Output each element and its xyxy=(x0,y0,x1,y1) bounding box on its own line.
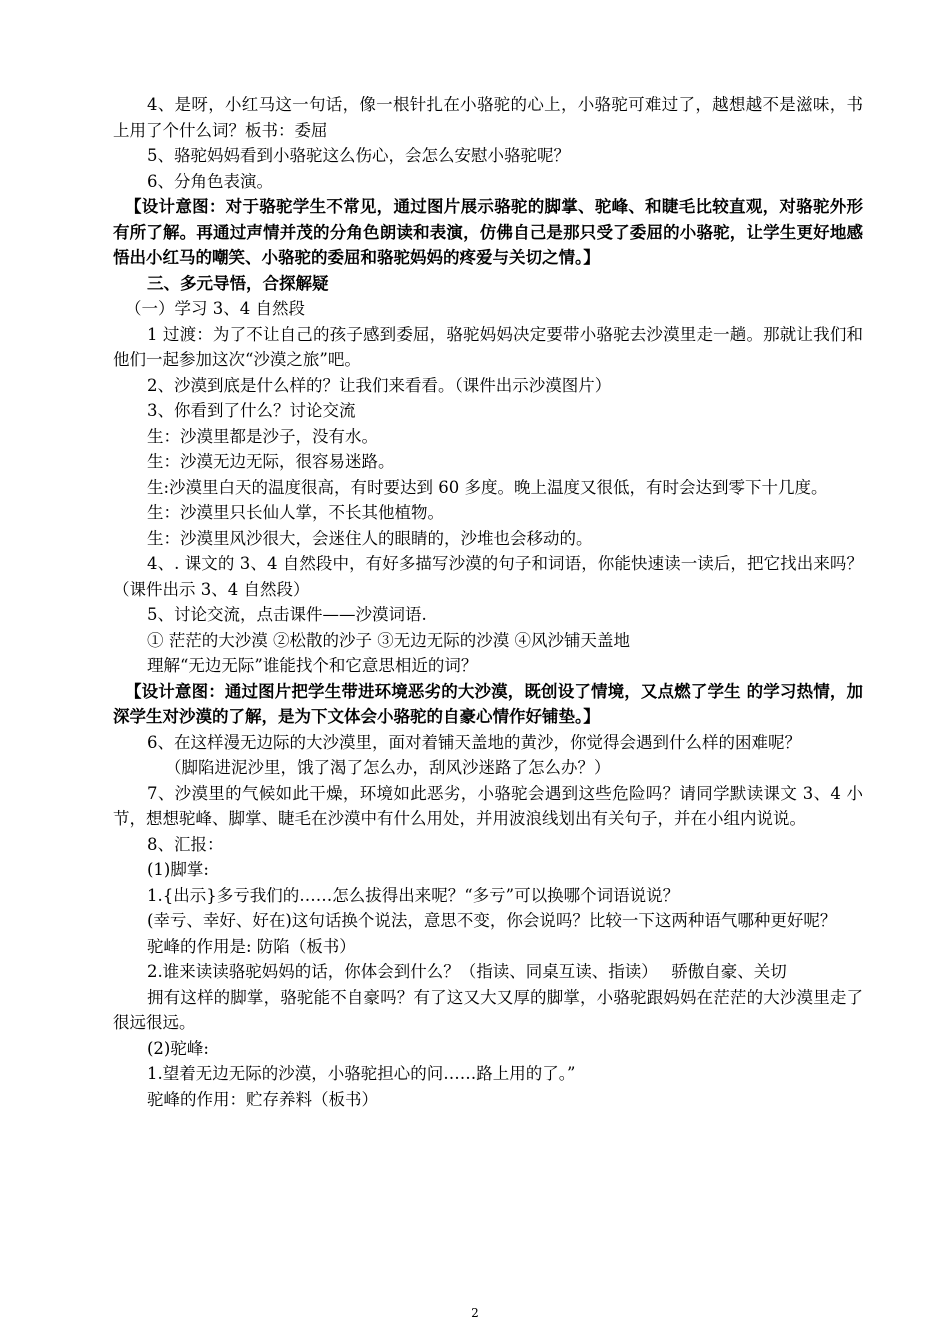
paragraph: 驼峰的作用是: 防陷（板书） xyxy=(147,936,356,956)
section-heading: 三、多元导悟，合探解疑 xyxy=(147,273,329,293)
document-body xyxy=(113,92,863,1112)
paragraph: 5、骆驼妈妈看到小骆驼这么伤心，会怎么安慰小骆驼呢？ xyxy=(147,146,570,165)
paragraph: 6、在这样漫无边际的大沙漠里，面对着铺天盖地的黄沙，你觉得会遇到什么样的困难呢？ xyxy=(147,732,801,752)
design-intent-note: 【设计意图：通过图片把学生带进环境恶劣的大沙漠，既创设了情境，又点燃了学生 的学习热情，加深学生对沙漠的了解，是为下文体会小骆驼的自豪心情作好铺垫。】 xyxy=(113,681,863,726)
paragraph: 7、沙漠里的气候如此干燥，环境如此恶劣，小骆驼会遇到这些危险吗？请同学默读课文 3、4 小节，想想驼峰、脚掌、睫毛在沙漠中有什么用处，并用波浪线划出有关句子，并在小组内说说。 xyxy=(113,783,863,828)
paragraph: 4、. 课文的 3、4 自然段中，有好多描写沙漠的句子和词语，你能快速读一读后，把它找出来吗？（课件出示 3、4 自然段） xyxy=(113,554,863,599)
paragraph: （脚陷进泥沙里，饿了渴了怎么办，刮风沙迷路了怎么办？） xyxy=(165,758,611,777)
paragraph: 1.{出示}多亏我们的……怎么拔得出来呢？“多亏”可以换哪个词语说说？ xyxy=(147,885,680,905)
paragraph: (幸亏、幸好、好在)这句话换个说法，意思不变，你会说吗？比较一下这两种语气哪种更好呢？ xyxy=(147,911,837,930)
paragraph: 拥有这样的脚掌，骆驼能不自豪吗？有了这又大又厚的脚掌，小骆驼跟妈妈在茫茫的大沙漠里走了很远很远。 xyxy=(113,987,863,1032)
student-answer: 生：沙漠无边无际，很容易迷路。 xyxy=(147,452,395,471)
paragraph: 理解“无边无际”谁能找个和它意思相近的词？ xyxy=(147,656,478,675)
paragraph: 6、分角色表演。 xyxy=(147,171,273,191)
paragraph: (2)驼峰: xyxy=(147,1038,209,1058)
design-intent-note: 【设计意图：对于骆驼学生不常见，通过图片展示骆驼的脚掌、驼峰、和睫毛比较直观，对骆驼外形有所了解。再通过声情并茂的分角色朗读和表演，仿佛自己是那只受了委屈的小骆驼，让学生更好地感悟出小红马的嘲笑、小骆驼的委屈和骆驼妈妈的疼爱与关切之情。】 xyxy=(113,197,863,267)
student-answer: 生：沙漠里风沙很大，会迷住人的眼睛的，沙堆也会移动的。 xyxy=(147,528,593,548)
student-answer: 生：沙漠里只长仙人掌，不长其他植物。 xyxy=(147,503,444,522)
paragraph: 8、汇报： xyxy=(147,834,224,854)
paragraph: 1 过渡：为了不让自己的孩子感到委屈，骆驼妈妈决定要带小骆驼去沙漠里走一趟。那就让我们和他们一起参加这次“沙漠之旅”吧。 xyxy=(113,324,863,369)
student-answer: 生:沙漠里白天的温度很高，有时要达到 60 多度。晚上温度又很低，有时会达到零下十几度。 xyxy=(147,477,828,497)
paragraph: (1)脚掌: xyxy=(147,860,209,879)
student-answer: 生：沙漠里都是沙子，没有水。 xyxy=(147,426,378,446)
paragraph: 3、你看到了什么？讨论交流 xyxy=(147,401,356,420)
paragraph: 1.望着无边无际的沙漠，小骆驼担心的问……路上用的了。” xyxy=(147,1064,576,1083)
paragraph: 驼峰的作用：贮存养料（板书） xyxy=(147,1089,378,1109)
paragraph: 2、沙漠到底是什么样的？让我们来看看。（课件出示沙漠图片） xyxy=(147,375,612,395)
paragraph: 2.谁来读读骆驼妈妈的话，你体会到什么？（指读、同桌互读、指读） 骄傲自豪、关切 xyxy=(147,962,787,981)
page-number: 2 xyxy=(471,1306,479,1320)
word-list: ① 茫茫的大沙漠 ②松散的沙子 ③无边无际的沙漠 ④风沙铺天盖地 xyxy=(147,630,630,650)
paragraph: 5、讨论交流，点击课件——沙漠词语. xyxy=(147,605,427,624)
subsection-heading: （一）学习 3、4 自然段 xyxy=(125,299,305,318)
paragraph: 4、是呀，小红马这一句话，像一根针扎在小骆驼的心上，小骆驼可难过了，越想越不是滋味，书上用了个什么词？板书：委屈 xyxy=(113,95,863,140)
